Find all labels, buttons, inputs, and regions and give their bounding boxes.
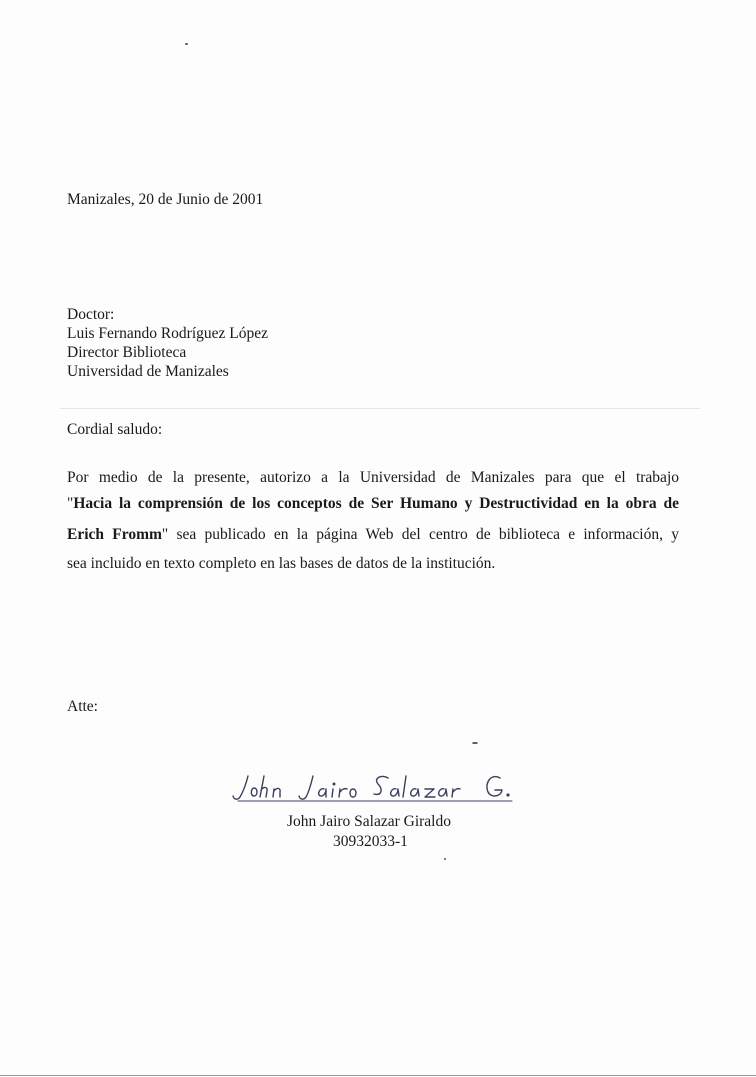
scan-edge-line xyxy=(0,1075,756,1076)
scan-speck xyxy=(185,43,188,45)
body-line-3 xyxy=(67,522,679,548)
recipient-institution: Universidad de Manizales xyxy=(67,363,229,380)
scan-speck xyxy=(472,742,478,744)
signer-name: John Jairo Salazar Giraldo xyxy=(287,813,451,830)
scan-artifact-line xyxy=(60,408,700,409)
body-line-4 xyxy=(67,551,679,577)
body-line-4-text: sea incluido en texto completo en las bases de datos de la institución. xyxy=(67,555,496,572)
recipient-name: Luis Fernando Rodríguez López xyxy=(67,325,269,342)
greeting: Cordial saludo: xyxy=(67,421,163,438)
thesis-title-part-2: Erich Fromm xyxy=(67,526,162,543)
recipient-title: Doctor: xyxy=(67,306,115,323)
date-line: Manizales, 20 de Junio de 2001 xyxy=(67,191,264,208)
body-line-3-text: " sea publicado en la página Web del centro de biblioteca e información, y xyxy=(161,526,679,543)
body-line-1-text: Por medio de la presente, autorizo a la Universidad de Manizales para que el trabajo xyxy=(67,469,679,486)
signer-id-number: 30932033-1 xyxy=(333,833,408,850)
closing: Atte: xyxy=(67,698,98,715)
quote-open: " xyxy=(67,495,74,512)
body-line-2 xyxy=(67,491,679,517)
handwritten-signature xyxy=(230,770,520,806)
body-line-1 xyxy=(67,465,679,491)
recipient-position: Director Biblioteca xyxy=(67,344,187,361)
thesis-title-part-1: Hacia la comprensión de los conceptos de Ser Humano y Destructividad en la obra de xyxy=(73,495,679,512)
scan-speck xyxy=(444,858,446,860)
